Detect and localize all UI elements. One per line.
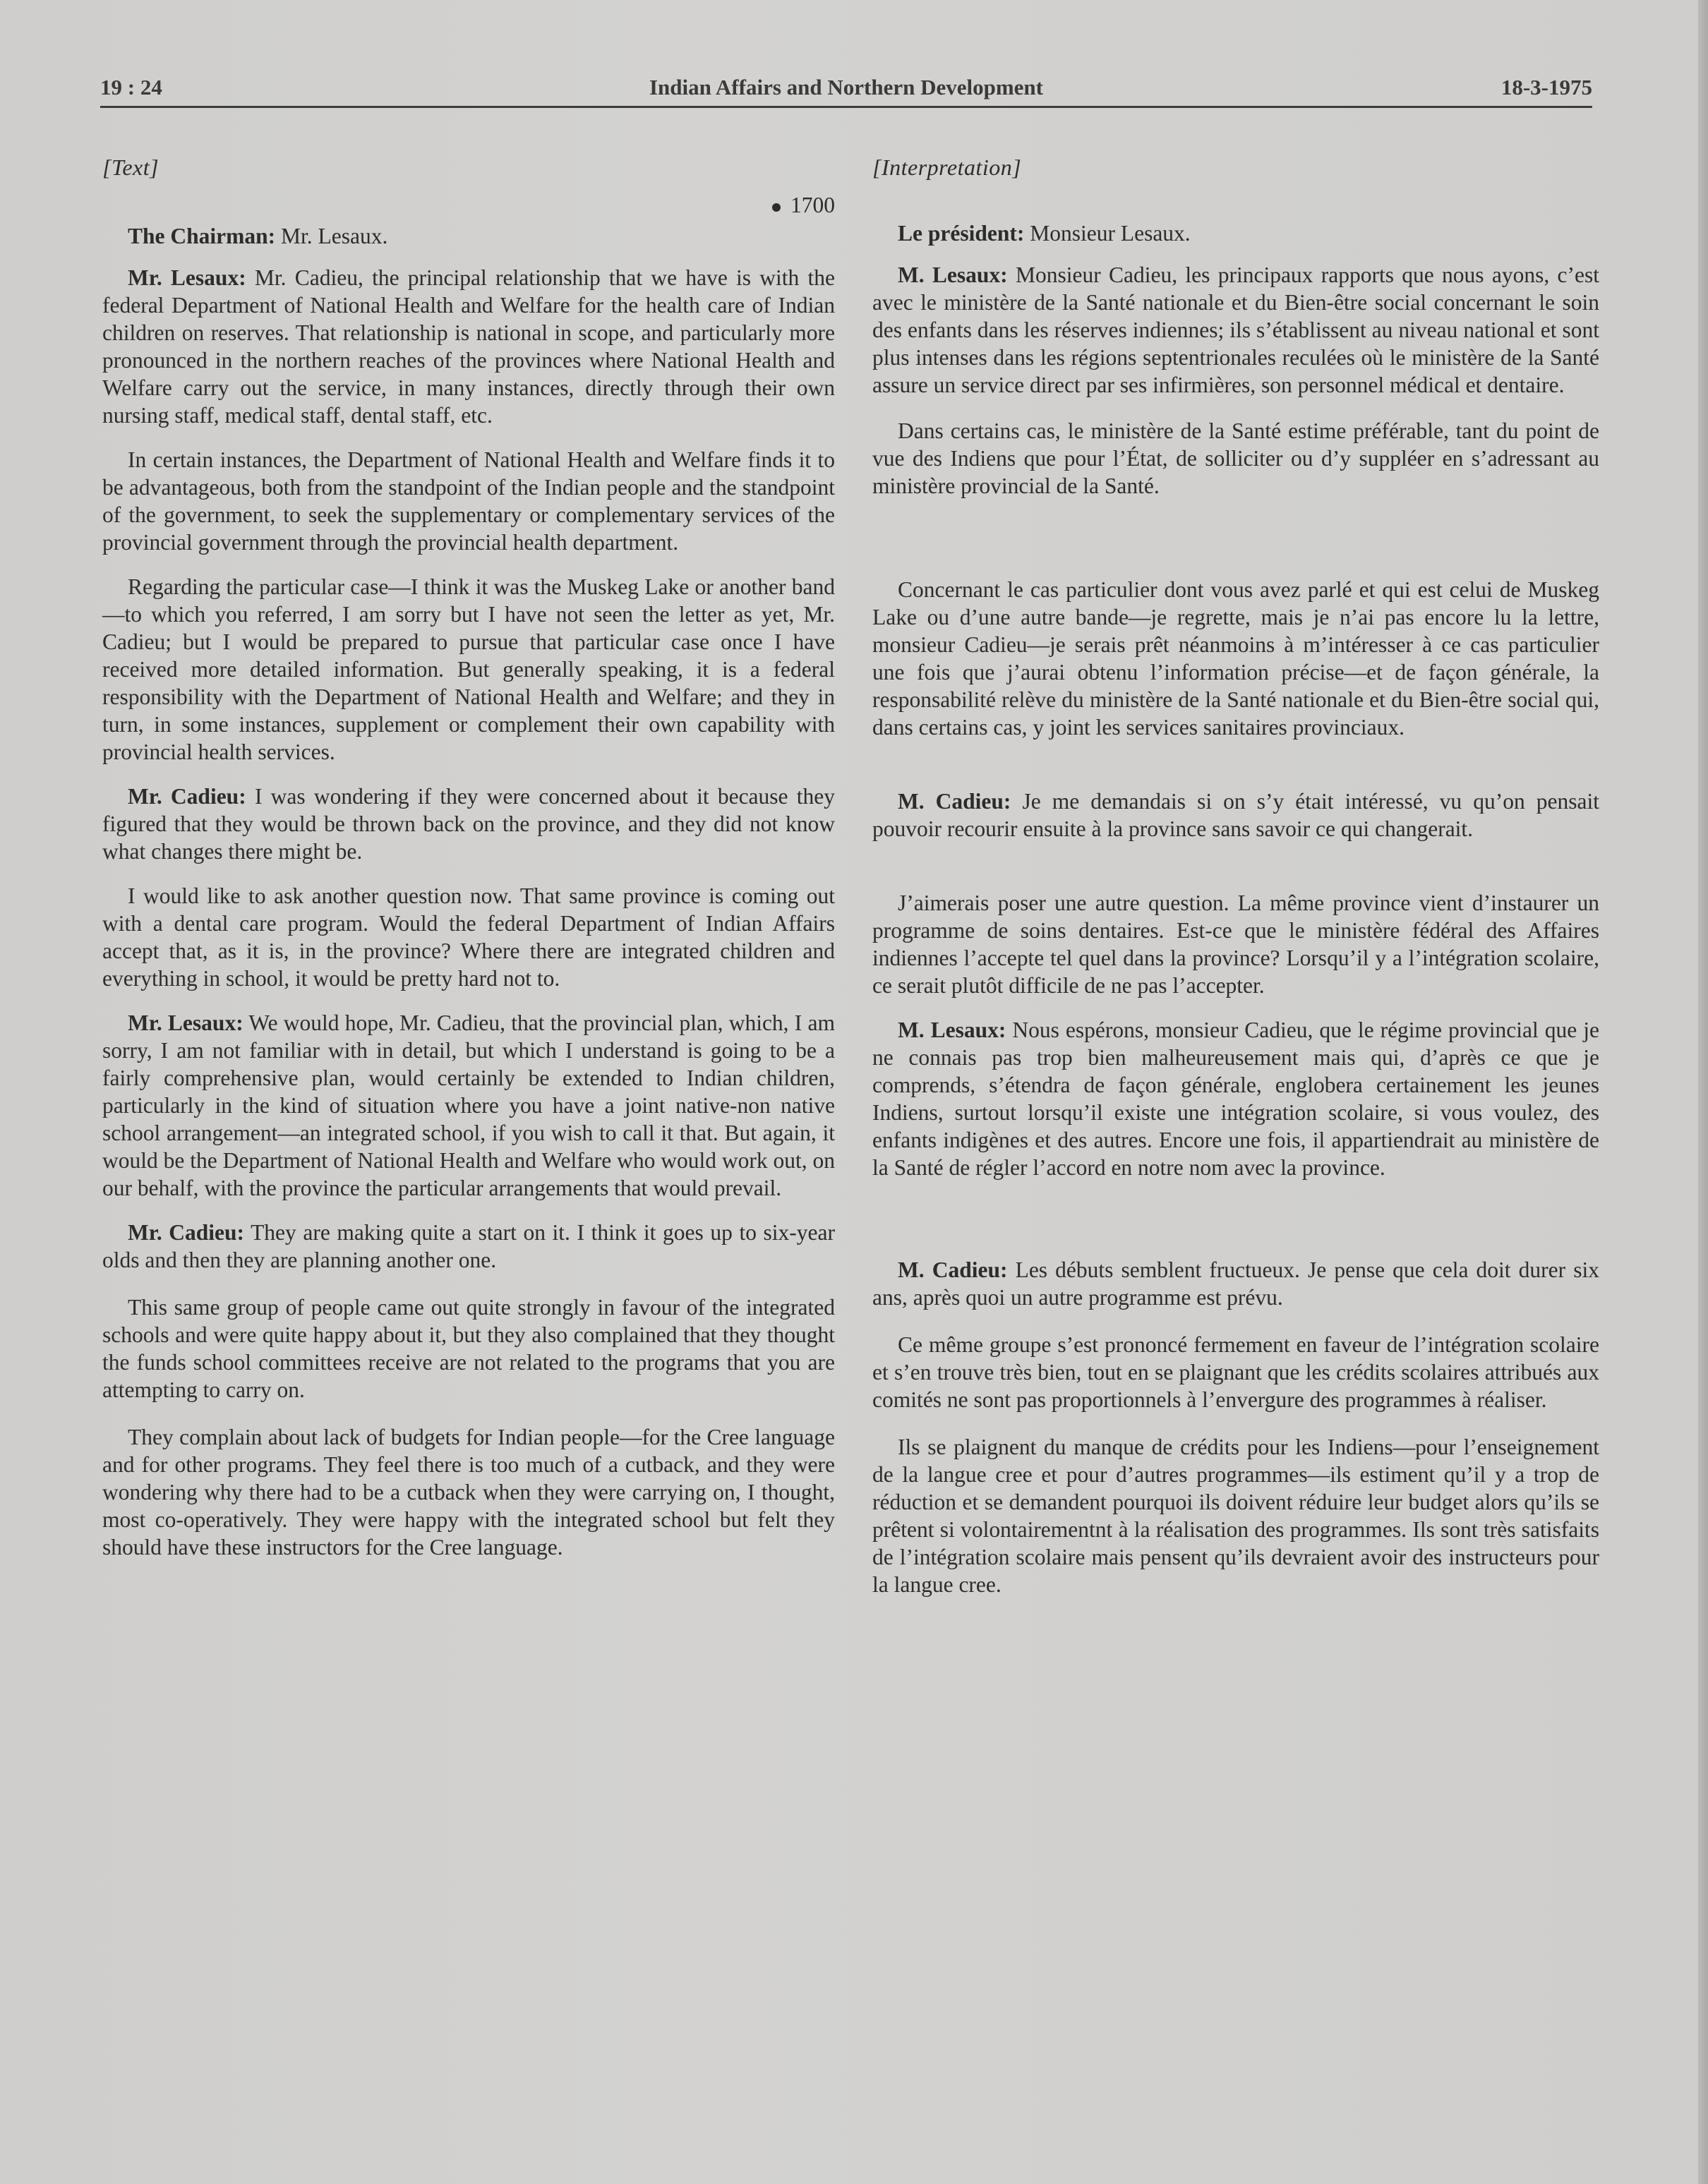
paragraph (872, 576, 1599, 741)
paragraph (102, 222, 835, 250)
page-date: 18-3-1975 (1500, 75, 1592, 99)
paragraph (872, 1256, 1599, 1311)
speaker-name: Mr. Lesaux: (128, 265, 246, 290)
committee-title: Indian Affairs and Northern Development (649, 75, 1043, 99)
speaker-name: M. Lesaux: (898, 1018, 1006, 1042)
speaker-name: Mr. Lesaux: (128, 1010, 243, 1035)
interpretation-tag: [Interpretation] (872, 155, 1022, 180)
paragraph-text: Monsieur Cadieu, les principaux rapports que nous ayons, c’est avec le ministère de la Santé nationale et du Bien-être social concernant le soin des enfants dans les réserves indiennes; ils s’établissent au niveau national et sont plus intenses dans les régions septentrionales reculées où le ministère de la Santé assure un service direct par ses infirmières, son personnel médical et dentaire. (872, 263, 1599, 397)
page-header (100, 71, 1592, 110)
paragraph (102, 882, 835, 992)
paragraph-text: Ce même groupe s’est prononcé fermement en faveur de l’intégration scolaire et s’en trouve très bien, tout en se plaignant que les crédits scolaires attribués aux comités ne sont pas proportionnels à l’envergure des programmes à réaliser. (872, 1332, 1599, 1412)
paragraph-text: Dans certains cas, le ministère de la Santé estime préférable, tant du point de vue des Indiens que pour l’État, de solliciter ou d’y suppléer en s’adressant au ministère provincial de la Santé. (872, 418, 1599, 498)
speaker-name: Mr. Cadieu: (128, 784, 246, 809)
paragraph (102, 264, 835, 429)
speaker-name: M. Cadieu: (898, 789, 1011, 814)
paragraph (872, 1331, 1599, 1413)
french-column (872, 154, 1599, 1598)
paragraph-text: We would hope, Mr. Cadieu, that the provincial plan, which, I am sorry, I am not familiar with in detail, but which I understand is going to be a fairly comprehensive plan, would certainly be extended to Indian children, particularly in the kind of situation where you have a joint native-non native school arrangement—an integrated school, if you wish to call it that. But again, it would be the Department of National Health and Welfare who would work out, on our behalf, with the province the particular arrangements that would prevail. (102, 1010, 835, 1200)
header-rule (100, 106, 1592, 108)
paragraph-text: Je me demandais si on s’y était intéressé, vu qu’on pensait pouvoir recourir ensuite à la province sans savoir ce qui changerait. (872, 789, 1599, 841)
paragraph-text: Nous espérons, monsieur Cadieu, que le régime provincial que je ne connais pas trop bien malheureusement mais qui, d’après ce que je comprends, s’étendra de façon générale, englobera certainement les jeunes Indiens, surtout lorsqu’il existe une intégration scolaire, si vous voulez, des enfants indigènes et des autres. Encore une fois, il appartiendrait au ministère de la Santé de régler l’accord en notre nom avec la province. (872, 1018, 1599, 1180)
paragraph-text: Monsieur Lesaux. (1024, 221, 1191, 246)
paragraph-text: Mr. Lesaux. (275, 224, 388, 248)
timestamp (102, 191, 835, 219)
paragraph (872, 788, 1599, 843)
speaker-name: Le président: (898, 221, 1025, 246)
paragraph (872, 889, 1599, 999)
paragraph-text: I was wondering if they were concerned about it because they figured that they would be thrown back on the province, and they did not know what changes there might be. (102, 784, 835, 864)
paragraph (872, 417, 1599, 500)
paragraph-text: In certain instances, the Department of National Health and Welfare finds it to be advantageous, both from the standpoint of the Indian people and the standpoint of the government, to seek the supplementary or complementary services of the provincial government through the provincial health department. (102, 447, 835, 555)
page-edge (1698, 0, 1708, 2184)
text-tag: [Text] (102, 155, 160, 180)
paragraph-text: This same group of people came out quite strongly in favour of the integrated schools and were quite happy about it, but they also complained that they thought the funds school committees receive are not related to the programs that you are attempting to carry on. (102, 1295, 835, 1402)
speaker-name: Mr. Cadieu: (128, 1220, 245, 1245)
bullet-icon (772, 203, 781, 212)
page-ref: 19 : 24 (100, 75, 162, 99)
paragraph (102, 573, 835, 766)
paragraph (102, 1009, 835, 1202)
paragraph (872, 219, 1599, 247)
paragraph (102, 446, 835, 556)
english-column (102, 154, 835, 1561)
paragraph-text: Concernant le cas particulier dont vous avez parlé et qui est celui de Muskeg Lake ou d’une autre bande—je regrette, mais je n’ai pas encore lu la lettre, monsieur Cadieu—je serais prêt néanmoins à m’intéresser à ce cas particulier une fois que j’aurai obtenu l’information précise—et de façon générale, la responsabilité relève du ministère de la Santé nationale et du Bien-être social qui, dans certains cas, y joint les services sanitaires provinciaux. (872, 577, 1599, 740)
paragraph (872, 1016, 1599, 1181)
paragraph-text: They complain about lack of budgets for Indian people—for the Cree language and for other programs. They feel there is too much of a cutback, and they were wondering why there had to be a cutback when they were carrying on, I thought, most co-operatively. They were happy with the integrated school but felt they should have these instructors for the Cree language. (102, 1425, 835, 1559)
speaker-name: The Chairman: (128, 224, 276, 248)
timestamp-value: 1700 (790, 193, 835, 217)
paragraph-text: They are making quite a start on it. I think it goes up to six-year olds and then they are planning another one. (102, 1220, 835, 1272)
speaker-name: M. Lesaux: (898, 263, 1008, 287)
paragraph-text: Ils se plaignent du manque de crédits pour les Indiens—pour l’enseignement de la langue cree et pour d’autres programmes—ils estiment qu’il y a trop de réduction et se demandent pourquoi ils doivent réduire leur budget alors qu’ils se prêtent si volontairementnt à la réalisation des programmes. Ils sont très satisfaits de l’intégration scolaire mais pensent qu’ils devraient avoir des instructeurs pour la langue cree. (872, 1435, 1599, 1597)
speaker-name: M. Cadieu: (898, 1257, 1008, 1282)
paragraph (102, 1293, 835, 1404)
paragraph-text: J’aimerais poser une autre question. La même province vient d’instaurer un programme de soins dentaires. Est-ce que le ministère fédéral des Affaires indiennes l’accepte tel quel dans la province? Lorsqu’il y a l’intégration scolaire, ce serait plutôt difficile de ne pas l’accepter. (872, 891, 1599, 998)
paragraph (872, 261, 1599, 399)
paragraph (102, 1423, 835, 1561)
paragraph-text: Les débuts semblent fructueux. Je pense que cela doit durer six ans, après quoi un autre programme est prévu. (872, 1257, 1599, 1310)
paragraph (872, 1433, 1599, 1598)
paragraph-text: I would like to ask another question now. That same province is coming out with a dental care program. Would the federal Department of Indian Affairs accept that, as it is, in the province? Where there are integrated children and everything in school, it would be pretty hard not to. (102, 883, 835, 991)
paragraph-text: Regarding the particular case—I think it was the Muskeg Lake or another band—to which you referred, I am sorry but I have not seen the letter as yet, Mr. Cadieu; but I would be prepared to pursue that particular case once I have received more detailed information. But generally speaking, it is a federal responsibility with the Department of National Health and Welfare; and they in turn, in some instances, supplement or complement their own capability with provincial health services. (102, 574, 835, 764)
paragraph (102, 1219, 835, 1274)
paragraph-text: Mr. Cadieu, the principal relationship that we have is with the federal Department of National Health and Welfare for the health care of Indian children on reserves. That relationship is national in scope, and particularly more pronounced in the northern reaches of the provinces where National Health and Welfare carry out the service, in many instances, directly through their own nursing staff, medical staff, dental staff, etc. (102, 265, 835, 428)
paragraph (102, 783, 835, 865)
